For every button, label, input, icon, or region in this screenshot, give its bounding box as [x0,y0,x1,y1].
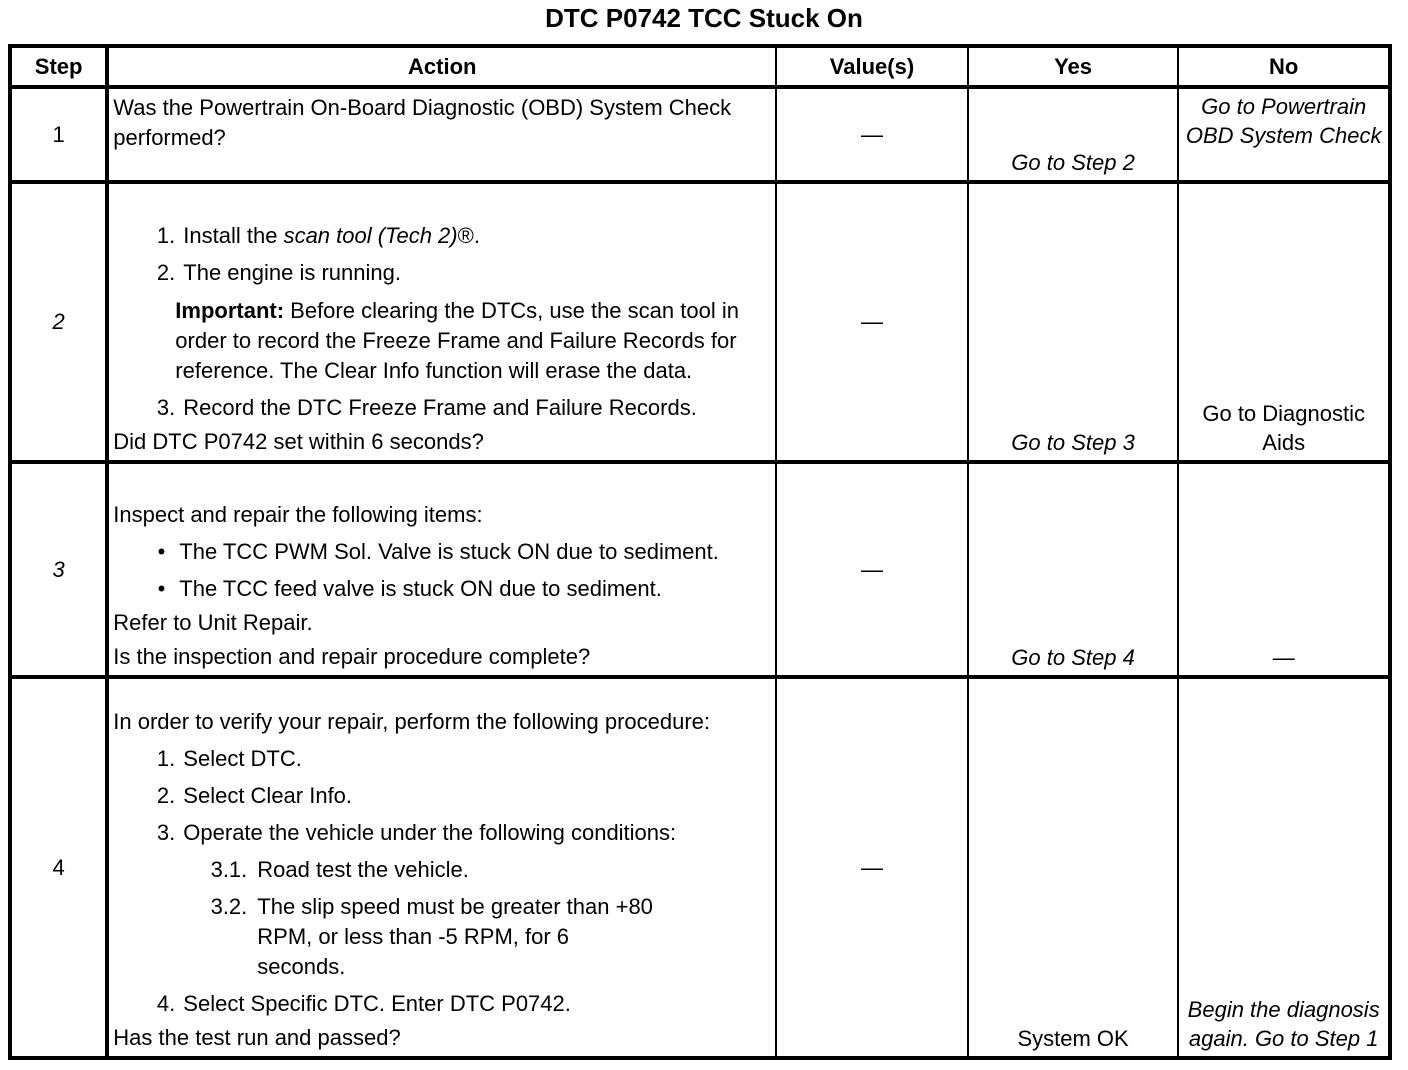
value-cell [776,677,968,1058]
sub-list-item-text: Road test the vehicle. [257,857,469,882]
no-link[interactable]: Go to Powertrain OBD System Check [1178,87,1390,182]
list-item [113,393,765,423]
action-cell [107,677,776,1058]
important-text: Before clearing the DTCs, use the scan tool in order to record the Freeze Frame and Failure Records for reference. The Clear Info function will erase the data. [175,298,739,383]
table-row-step-1 [10,87,1390,182]
sub-list-item [113,855,765,885]
action-question: Has the test run and passed? [113,1025,401,1050]
list-item-number: 4. [156,991,176,1016]
list-item [113,744,765,774]
list-item [113,574,765,604]
yes-link[interactable]: Go to Step 2 [968,87,1179,182]
value-dash: — [860,556,883,582]
action-cell [107,462,776,677]
action-cell [107,182,776,462]
list-item [113,781,765,811]
important-note [175,296,765,386]
yes-link[interactable]: Go to Step 4 [968,462,1179,677]
list-item-number: 1. [156,223,176,248]
list-item [113,989,765,1019]
step-number: 4 [10,677,107,1058]
list-item [113,818,765,848]
tool-name: scan tool (Tech 2) [283,223,458,248]
yes-result: System OK [968,677,1179,1058]
step-number: 1 [10,87,107,182]
list-item-text: Select Specific DTC. Enter DTC P0742. [183,991,571,1016]
column-header-no: No [1178,46,1390,87]
value-cell [776,462,968,677]
list-item-text: Operate the vehicle under the following conditions: [183,820,677,845]
list-item-text: Install the [183,223,284,248]
sub-list-item-number: 3.1. [210,857,248,882]
list-item-number: 3. [156,395,176,420]
diagnostic-table [8,44,1392,1060]
important-label: Important: [175,298,285,323]
yes-link[interactable]: Go to Step 3 [968,182,1179,462]
list-item-text: The engine is running. [183,260,401,285]
refer-text: Refer to Unit Repair. [113,610,313,635]
list-item-text: The TCC feed valve is stuck ON due to sediment. [179,576,662,601]
list-item [113,258,765,288]
list-item [113,221,765,251]
sub-list-item-number: 3.2. [210,894,248,919]
action-question: Did DTC P0742 set within 6 seconds? [113,429,484,454]
table-row-step-4 [10,677,1390,1058]
step-number: 3 [10,462,107,677]
value-cell [776,182,968,462]
no-value: — [1178,462,1390,677]
list-item-number: 1. [156,746,176,771]
no-link[interactable]: Begin the diagnosis again. Go to Step 1 [1178,677,1390,1058]
column-header-step: Step [10,46,107,87]
bullet-icon: • [157,576,166,601]
value-dash: — [860,854,883,880]
list-item-number: 2. [156,260,176,285]
table-row-step-3 [10,462,1390,677]
list-item [113,537,765,567]
sub-list-item-text: The slip speed must be greater than +80 RPM, or less than -5 RPM, for 6 seconds. [257,894,653,979]
column-header-values: Value(s) [776,46,968,87]
list-item-number: 3. [156,820,176,845]
bullet-icon: • [157,539,166,564]
table-header-row [10,46,1390,87]
value-cell [776,87,968,182]
table-row-step-2 [10,182,1390,462]
list-item-suffix: ®. [457,223,480,248]
value-dash: — [860,121,883,147]
page-title: DTC P0742 TCC Stuck On [545,3,863,33]
list-item-number: 2. [156,783,176,808]
action-cell [107,87,776,182]
step-number: 2 [10,182,107,462]
list-item-text: Select DTC. [183,746,302,771]
sub-list-item [113,892,765,982]
action-question: Was the Powertrain On-Board Diagnostic (OBD) System Check performed? [113,95,732,150]
no-link[interactable]: Go to Diagnostic Aids [1178,182,1390,462]
action-intro: In order to verify your repair, perform the following procedure: [113,709,711,734]
list-item-text: The TCC PWM Sol. Valve is stuck ON due to sediment. [179,539,719,564]
column-header-yes: Yes [968,46,1179,87]
list-item-text: Select Clear Info. [183,783,353,808]
value-dash: — [860,309,883,334]
column-header-action: Action [107,46,776,87]
action-intro: Inspect and repair the following items: [113,502,483,527]
action-question: Is the inspection and repair procedure complete? [113,644,591,669]
list-item-text: Record the DTC Freeze Frame and Failure Records. [183,395,697,420]
